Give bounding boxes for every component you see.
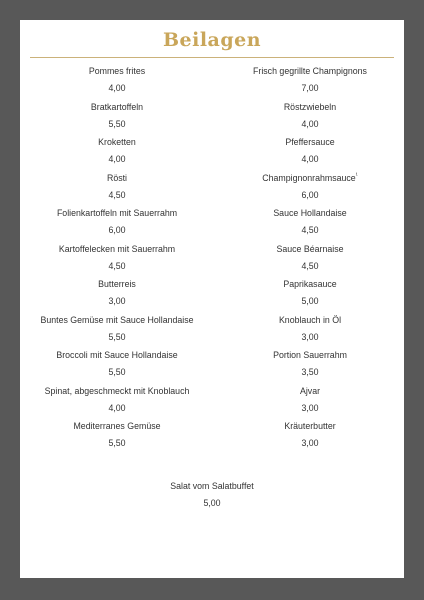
item-name-text: Champignonrahmsauce — [262, 172, 356, 183]
menu-item — [215, 349, 405, 385]
item-price: 6,00 — [301, 189, 319, 200]
menu-item — [215, 385, 405, 421]
menu-page — [20, 20, 404, 578]
item-name: Spinat, abgeschmeckt mit Knoblauch — [44, 385, 190, 396]
menu-title: Beilagen — [162, 29, 262, 51]
item-name: Knoblauch in Öl — [278, 314, 342, 325]
item-name — [215, 172, 405, 189]
menu-item — [22, 314, 212, 350]
item-name: Salat vom Salatbuffet — [170, 481, 254, 491]
right-column — [215, 65, 405, 456]
item-name: Kartoffelecken mit Sauerrahm — [58, 243, 176, 254]
item-name: Folienkartoffeln mit Sauerrahm — [56, 208, 178, 218]
item-name: Butterreis — [98, 279, 136, 289]
menu-item — [215, 243, 405, 279]
item-name: Pommes frites — [88, 66, 146, 76]
item-price: 4,50 — [301, 260, 319, 271]
menu-item — [215, 420, 405, 456]
title-divider — [30, 57, 394, 58]
menu-item — [22, 172, 212, 208]
item-price: 7,00 — [301, 83, 319, 93]
item-name: Sauce Béarnaise — [276, 243, 344, 254]
item-name: Portion Sauerrahm — [273, 350, 347, 360]
item-name: Frisch gegrillte Champignons — [253, 66, 367, 76]
item-price: 4,00 — [108, 402, 126, 413]
item-name: Paprikasauce — [283, 279, 337, 289]
item-name: Ajvar — [299, 385, 321, 396]
item-name: Bratkartoffeln — [90, 101, 144, 112]
menu-item — [22, 349, 212, 385]
item-price: 3,50 — [301, 367, 319, 377]
item-name: Buntes Gemüse mit Sauce Hollandaise — [40, 314, 194, 325]
item-price: 4,50 — [301, 225, 319, 235]
item-price: 3,00 — [301, 331, 319, 342]
item-price: 5,50 — [108, 118, 126, 129]
item-name: Mediterranes Gemüse — [73, 421, 161, 431]
item-name: Kroketten — [98, 137, 136, 147]
item-price: 5,50 — [108, 367, 126, 377]
item-price: 4,00 — [108, 83, 126, 93]
menu-item — [22, 243, 212, 279]
menu-item — [215, 207, 405, 243]
item-name: Broccoli mit Sauce Hollandaise — [56, 350, 178, 360]
item-price: 3,00 — [301, 438, 319, 448]
item-name: Pfeffersauce — [285, 137, 335, 147]
item-name: Kräuterbutter — [284, 421, 336, 431]
salad-buffet-item — [20, 480, 404, 509]
menu-item — [22, 101, 212, 137]
item-price: 4,00 — [108, 154, 126, 164]
item-price: 3,00 — [301, 402, 319, 413]
item-price: 5,50 — [108, 438, 126, 448]
item-price: 6,00 — [108, 225, 126, 235]
item-price: 5,00 — [301, 296, 319, 306]
item-name: Röstzwiebeln — [283, 101, 337, 112]
footnote-marker: ¹ — [355, 172, 358, 179]
menu-item — [22, 278, 212, 314]
item-price: 4,50 — [108, 260, 126, 271]
menu-item — [215, 65, 405, 101]
menu-item — [22, 207, 212, 243]
menu-item — [215, 136, 405, 172]
menu-item — [22, 420, 212, 456]
menu-item — [22, 385, 212, 421]
menu-item — [215, 314, 405, 350]
item-price: 4,00 — [301, 154, 319, 164]
menu-item — [215, 101, 405, 137]
item-price: 5,50 — [108, 331, 126, 342]
item-name: Rösti — [106, 172, 128, 183]
item-name: Sauce Hollandaise — [273, 208, 347, 218]
left-column — [22, 65, 212, 456]
item-price: 5,00 — [203, 498, 221, 508]
menu-item — [22, 65, 212, 101]
item-price: 4,50 — [108, 189, 126, 200]
item-price: 3,00 — [108, 296, 126, 306]
item-price: 4,00 — [301, 118, 319, 129]
menu-item — [22, 136, 212, 172]
menu-item — [215, 172, 405, 208]
menu-item — [215, 278, 405, 314]
